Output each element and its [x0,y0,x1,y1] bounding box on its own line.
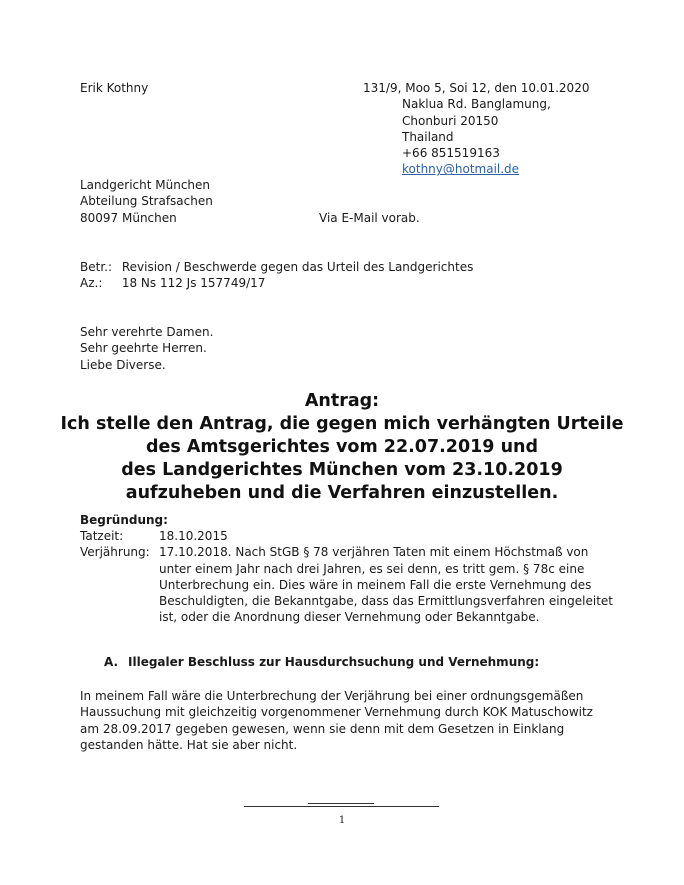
greeting-line: Liebe Diverse. [80,357,166,372]
verjaehrung-row [80,544,620,625]
antrag-line: aufzuheben und die Verfahren einzustellen. [125,483,559,503]
sender-address-block [363,80,589,178]
address-line-date: 131/9, Moo 5, Soi 12, den 10.01.2020 [363,81,590,95]
section-a-title: Illegaler Beschluss zur Hausdurchsuchung und Vernehmung: [128,655,540,669]
greeting-block [80,324,213,373]
email-link[interactable]: kothny@hotmail.de [402,162,520,177]
sender-name: Erik Kothny [80,81,149,95]
antrag-line: des Landgerichtes München vom 23.10.2019 [121,460,563,480]
az-label: Az.: [80,276,103,291]
tatzeit-row [80,528,620,544]
greeting-line: Sehr verehrte Damen. [80,325,214,339]
section-a-number: A. [104,655,119,669]
antrag-line: des Amtsgerichtes vom 22.07.2019 und [145,437,539,457]
recipient-block [80,177,213,226]
betr-text: Revision / Beschwerde gegen das Urteil des Landgerichtes [121,260,474,274]
greeting-line: Sehr geehrte Herren. [80,341,207,356]
betr-label: Betr.: [80,260,113,274]
az-text: 18 Ns 112 Js 157749/17 [121,276,266,291]
recipient-line: Abteilung Strafsachen [80,194,213,209]
body-paragraph [80,688,600,753]
paragraph-line: am 28.09.2017 gegeben gewesen, wenn sie denn mit dem Gesetzen in Einklang [80,721,565,736]
address-line-street: Naklua Rd. Banglamung, [402,97,551,112]
via-email-note: Via E-Mail vorab. [319,211,420,225]
verjaehrung-label: Verjährung: [80,545,150,560]
antrag-block [60,390,624,505]
tatzeit-value: 18.10.2015 [159,529,228,543]
address-line-city: Chonburi 20150 [402,113,499,128]
footer-divider-short [308,803,374,804]
tatzeit-label: Tatzeit: [80,529,124,543]
paragraph-line: gestanden hätte. Hat sie aber nicht. [80,737,298,752]
reference-block [80,259,473,292]
verjaehrung-value: 17.10.2018. Nach StGB § 78 verjähren Taten mit einem Höchstmaß von unter einem Jahr nach drei Jahren, es sei denn, es tritt gem. § 78c eine Unterbrechung ein. Dies wäre in meinem Fall die erste Vernehmung des Beschuldigten, die Bekanntgabe, dass das Ermittlungsverfahren eingeleitet ist, oder die Anordnung dieser Vernehmung oder Bekanntgabe. [159,545,613,625]
facts-table [80,528,620,626]
begruendung-heading: Begründung: [80,513,168,527]
paragraph-line: In meinem Fall wäre die Unterbrechung der Verjährung bei einer ordnungsgemäßen [80,689,584,703]
recipient-line: 80097 München [80,210,177,225]
antrag-title: Antrag: [304,391,380,411]
page-number: 1 [338,815,346,826]
footer-divider [244,806,439,807]
recipient-line: Landgericht München [80,178,211,192]
address-line-country: Thailand [402,129,454,144]
address-line-phone: +66 851519163 [402,146,500,161]
section-a-heading [104,654,539,670]
paragraph-line: Haussuchung mit gleichzeitig vorgenommener Vernehmung durch KOK Matuschowitz [80,705,593,720]
antrag-line: Ich stelle den Antrag, die gegen mich verhängten Urteile [60,414,624,434]
